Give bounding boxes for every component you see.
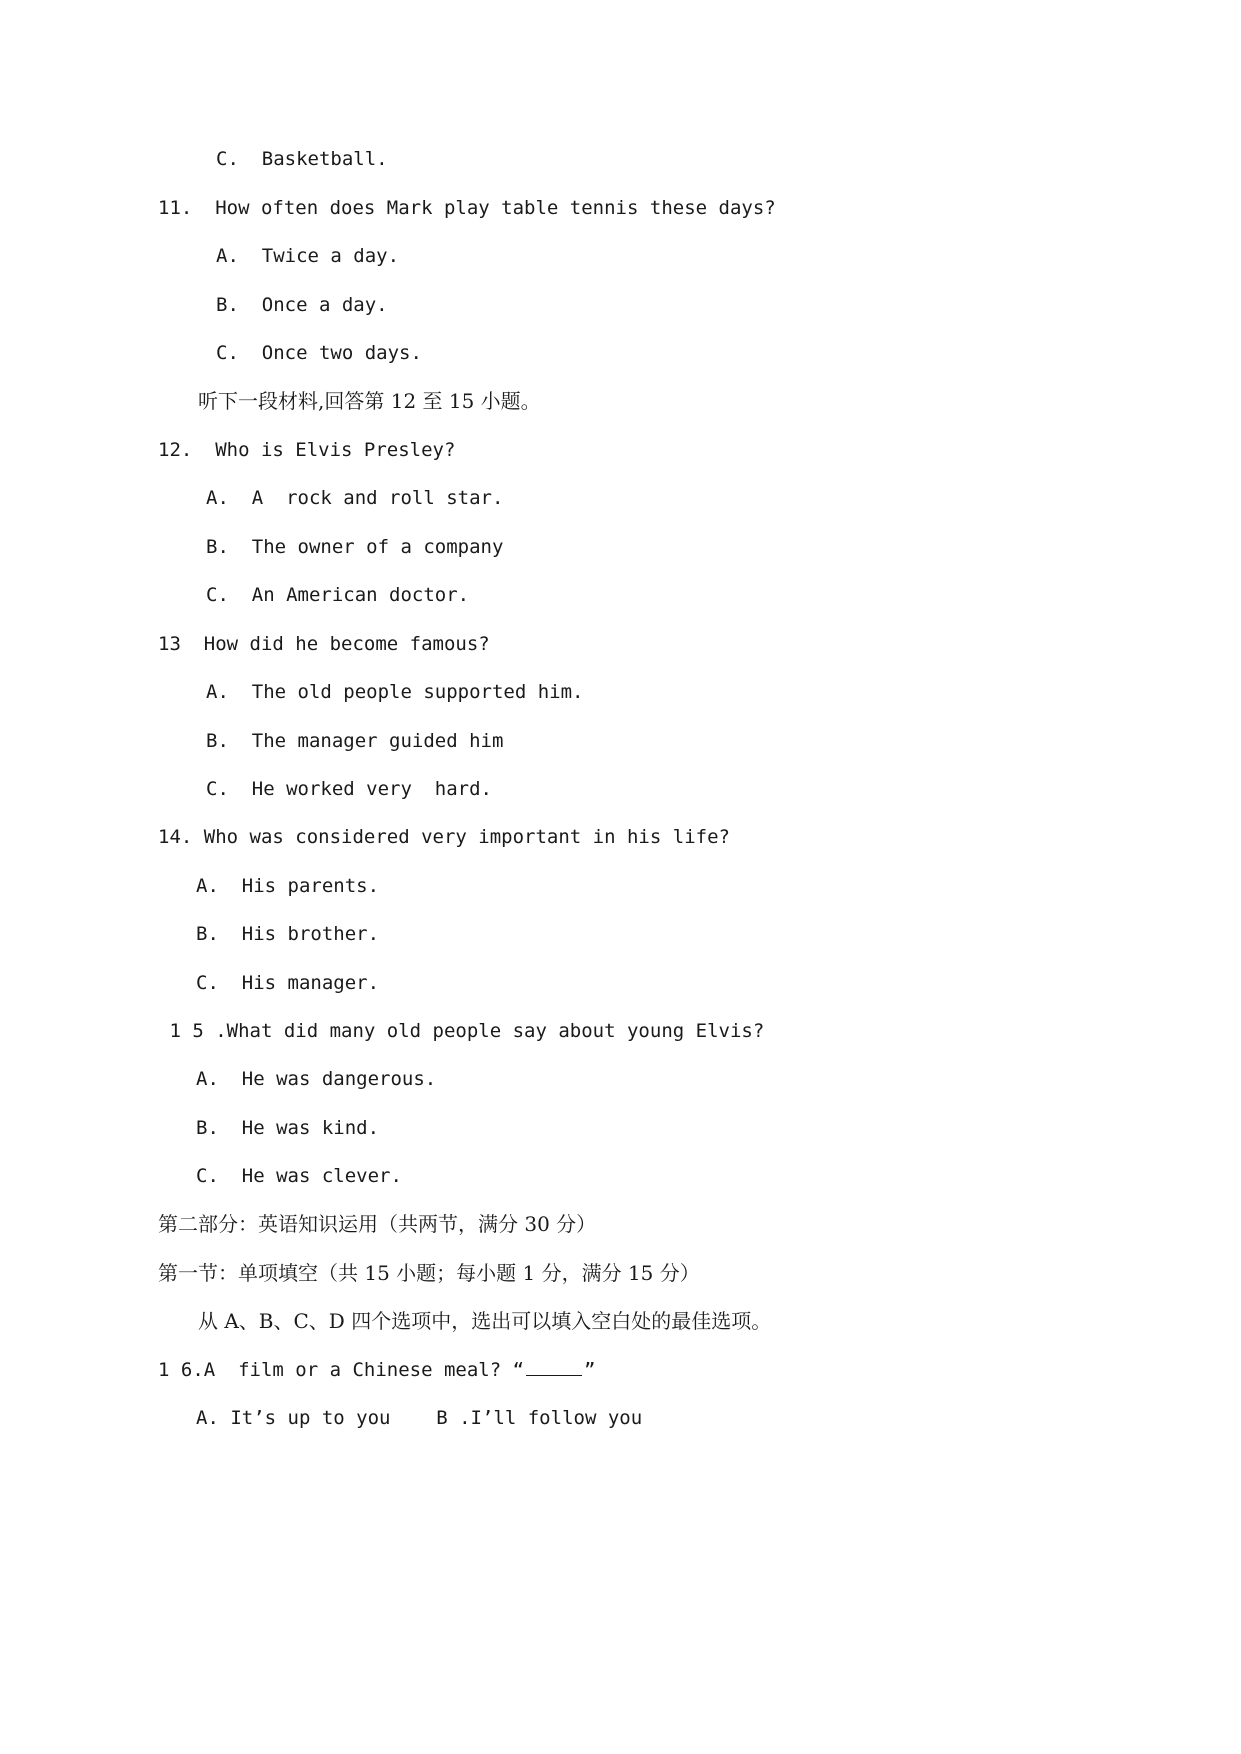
q11-option-b: B. Once a day. — [216, 294, 388, 316]
q15-question: 1 5 .What did many old people say about young Elvis? — [158, 1020, 765, 1042]
q16-option-a: A. It’s up to you — [196, 1407, 391, 1429]
q13-option-a: A. The old people supported him. — [206, 681, 584, 703]
q13-question: 13 How did he become famous? — [158, 633, 490, 655]
listening-instruction: 听下一段材料,回答第 12 至 15 小题。 — [198, 389, 541, 413]
q11-option-a: A. Twice a day. — [216, 245, 400, 267]
q11-question: 11. How often does Mark play table tennis these days? — [158, 197, 776, 219]
q15-option-b: B. He was kind. — [196, 1117, 380, 1139]
q13-option-c: C. He worked very hard. — [206, 778, 492, 800]
q12-question: 12. Who is Elvis Presley? — [158, 439, 456, 461]
q11-option-c: C. Once two days. — [216, 342, 422, 364]
q16-options — [196, 1406, 642, 1430]
q16-question-prefix: 1 6.A film or a Chinese meal? “ — [158, 1359, 525, 1381]
answer-blank — [526, 1361, 582, 1376]
q12-option-c: C. An American doctor. — [206, 584, 470, 606]
q13-option-b: B. The manager guided him — [206, 730, 504, 752]
q15-option-a: A. He was dangerous. — [196, 1068, 437, 1090]
q16-option-b: B .I’ll follow you — [436, 1407, 643, 1429]
q14-option-a: A. His parents. — [196, 875, 380, 897]
q14-question: 14. Who was considered very important in his life? — [158, 826, 730, 848]
section1-heading: 第一节：单项填空（共 15 小题；每小题 1 分，满分 15 分） — [158, 1261, 700, 1285]
q15-option-c: C. He was clever. — [196, 1165, 402, 1187]
q14-option-c: C. His manager. — [196, 972, 380, 994]
q12-option-b: B. The owner of a company — [206, 536, 504, 558]
q16-question-suffix: ” — [584, 1359, 596, 1381]
q16-question — [158, 1358, 596, 1382]
q12-option-a: A. A rock and roll star. — [206, 487, 504, 509]
q10-option-c: C. Basketball. — [216, 148, 388, 170]
q14-option-b: B. His brother. — [196, 923, 380, 945]
part2-heading: 第二部分：英语知识运用（共两节，满分 30 分） — [158, 1212, 597, 1236]
section1-instruction: 从 A、B、C、D 四个选项中，选出可以填入空白处的最佳选项。 — [198, 1309, 772, 1333]
